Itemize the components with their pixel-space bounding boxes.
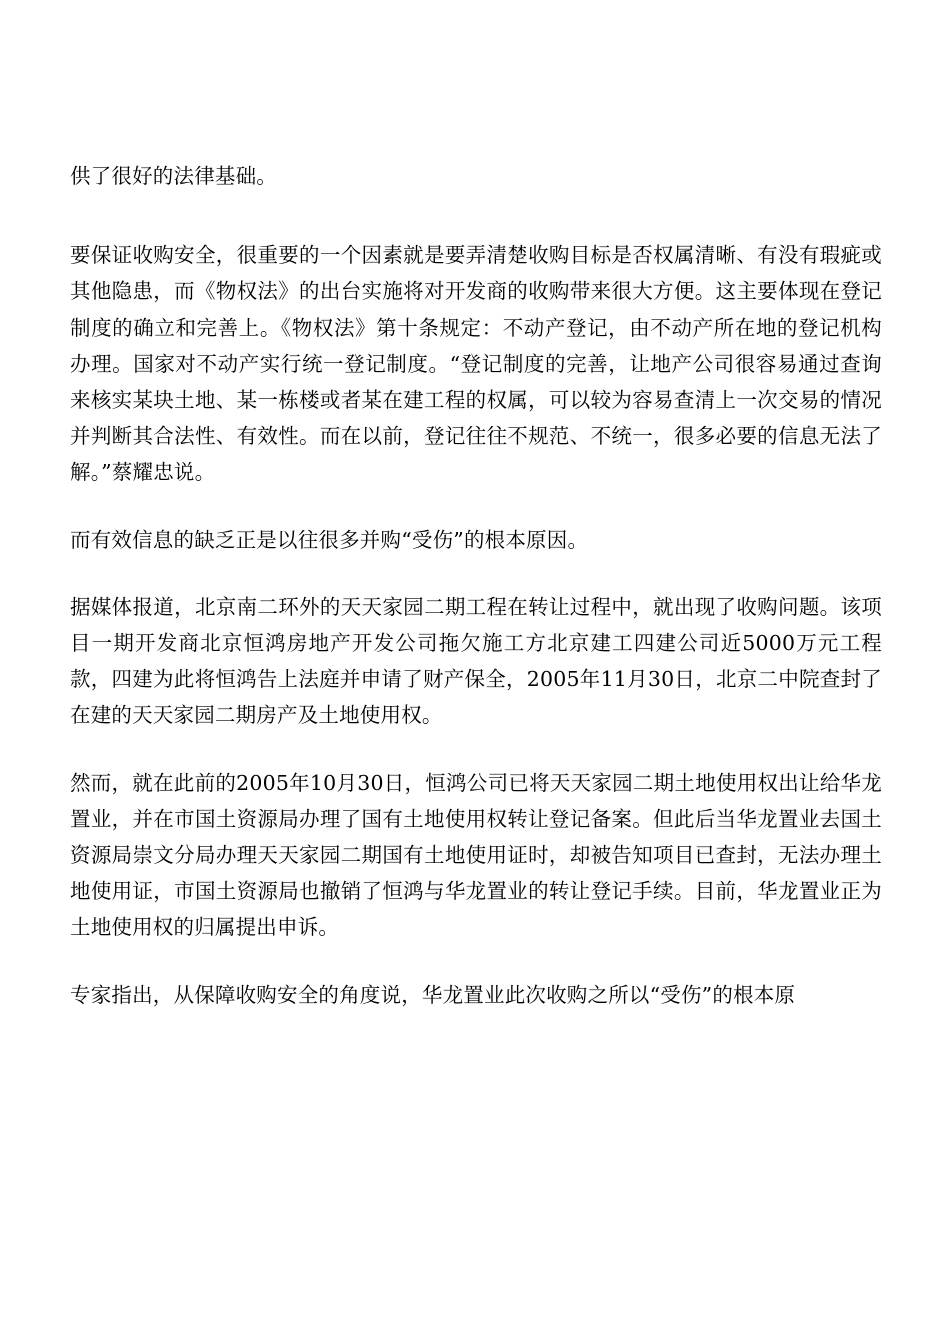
document-body [70, 158, 882, 1013]
paragraph-1: 供了很好的法律基础。 [70, 164, 277, 188]
paragraph-3: 而有效信息的缺乏正是以往很多并购“受伤”的根本原因。 [70, 527, 589, 552]
paragraph-5: 然而，就在此前的2005年10月30日，恒鸿公司已将天天家园二期土地使用权出让给华龙置业，并在市国土资源局办理了国有土地使用权转让登记备案。但此后当华龙置业去国土资源局崇文分局办理天天家园二期国有土地使用证时，却被告知项目已查封，无法办理土地使用证，市国土资源局也撤销了恒鸿与华龙置业的转让登记手续。目前，华龙置业正为土地使用权的归属提出申诉。 [70, 770, 882, 940]
paragraph-6: 专家指出，从保障收购安全的角度说，华龙置业此次收购之所以“受伤”的根本原 [70, 982, 796, 1007]
paragraph-2: 要保证收购安全，很重要的一个因素就是要弄清楚收购目标是否权属清晰、有没有瑕疵或其他隐患，而《物权法》的出台实施将对开发商的收购带来很大方便。这主要体现在登记制度的确立和完善上。《物权法》第十条规定：不动产登记，由不动产所在地的登记机构办理。国家对不动产实行统一登记制度。“登记制度的完善，让地产公司很容易通过查询来核实某块土地、某一栋楼或者某在建工程的权属，可以较为容易查清上一次交易的情况并判断其合法性、有效性。而在以前，登记往往不规范、不统一，很多必要的信息无法了解。”蔡耀忠说。 [70, 243, 882, 485]
paragraph-4: 据媒体报道，北京南二环外的天天家园二期工程在转让过程中，就出现了收购问题。该项目一期开发商北京恒鸿房地产开发公司拖欠施工方北京建工四建公司近5000万元工程款，四建为此将恒鸿告上法庭并申请了财产保全，2005年11月30日，北京二中院查封了在建的天天家园二期房产及土地使用权。 [70, 594, 882, 728]
